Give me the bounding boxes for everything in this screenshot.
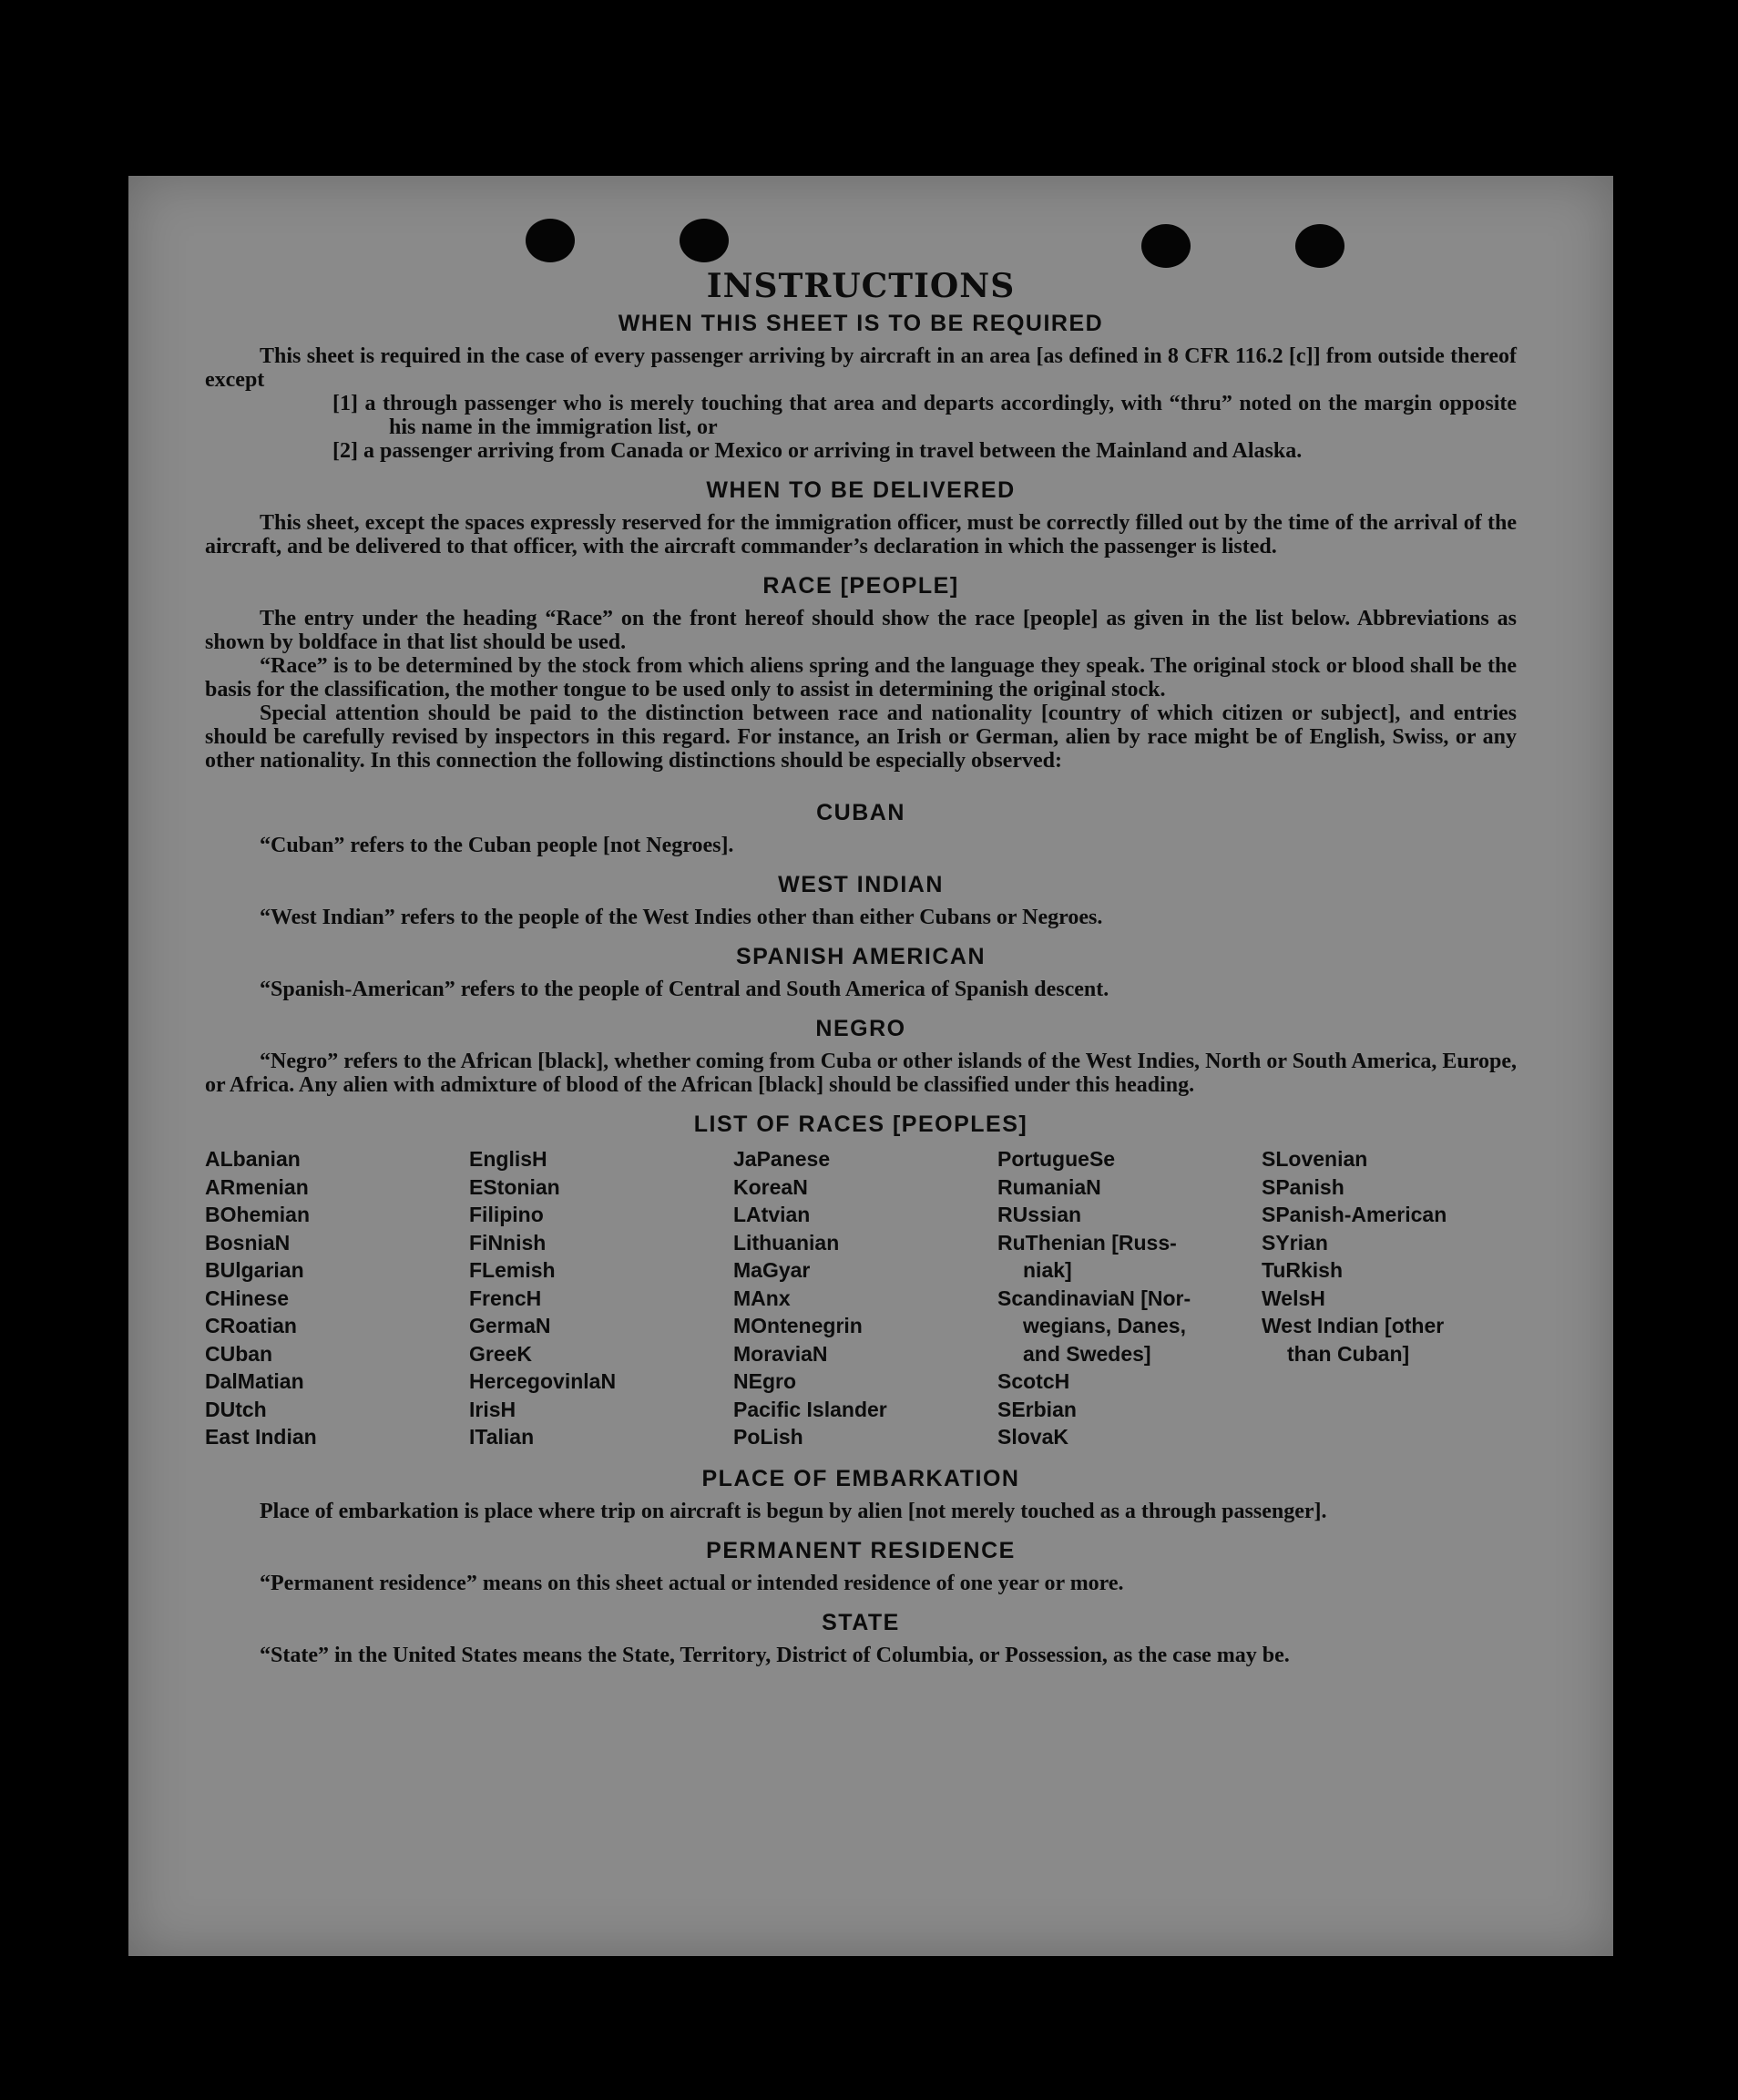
heading-list-of-races: LIST OF RACES [PEOPLES] bbox=[693, 1111, 1028, 1137]
punch-hole bbox=[680, 219, 729, 262]
race-item: LAtvian bbox=[733, 1203, 811, 1226]
race-item: SPanish bbox=[1262, 1174, 1344, 1199]
exception-2: [2] a passenger arriving from Canada or Mexico or arriving in travel between the Mainland and Alaska. bbox=[332, 439, 1303, 463]
race-item: RuThenian [Russ- bbox=[997, 1230, 1177, 1255]
race-item: BosniaN bbox=[205, 1230, 291, 1255]
heading-negro: NEGRO bbox=[815, 1016, 906, 1041]
race-item: JaPanese bbox=[733, 1147, 831, 1171]
permanent-residence-text: “Permanent residence” means on this sheet actual or intended residence of one year or more. bbox=[260, 1571, 1124, 1595]
heading-when-delivered: WHEN TO BE DELIVERED bbox=[706, 477, 1016, 503]
race-item: BUlgarian bbox=[205, 1258, 304, 1282]
race-item: KoreaN bbox=[733, 1174, 808, 1199]
race-list bbox=[205, 1145, 1517, 1451]
race-item: PortugueSe bbox=[997, 1147, 1116, 1171]
race-item: East Indian bbox=[205, 1425, 317, 1449]
race-item: SlovaK bbox=[997, 1425, 1068, 1449]
heading-permanent-residence: PERMANENT RESIDENCE bbox=[706, 1537, 1016, 1563]
race-item: MOntenegrin bbox=[733, 1314, 863, 1337]
heading-when-required: WHEN THIS SHEET IS TO BE REQUIRED bbox=[618, 311, 1104, 336]
race-column bbox=[469, 1145, 733, 1451]
race-item: FLemish bbox=[469, 1258, 556, 1282]
race-item: ARmenian bbox=[205, 1174, 309, 1199]
heading-west-indian: WEST INDIAN bbox=[778, 872, 944, 897]
instructions-content bbox=[205, 267, 1517, 1667]
race-item: and Swedes] bbox=[1023, 1341, 1151, 1366]
race-item: DalMatian bbox=[205, 1369, 304, 1393]
heading-place-of-embarkation: PLACE OF EMBARKATION bbox=[701, 1465, 1020, 1491]
race-item: EStonian bbox=[469, 1174, 560, 1199]
race-item: CUban bbox=[205, 1341, 273, 1366]
punch-hole bbox=[1141, 224, 1191, 268]
heading-state: STATE bbox=[822, 1609, 900, 1635]
spanish-american-text: “Spanish-American” refers to the people of Central and South America of Spanish descent. bbox=[260, 978, 1109, 1001]
race-item: EnglisH bbox=[469, 1147, 547, 1171]
race-column bbox=[997, 1145, 1262, 1451]
race-item: SYrian bbox=[1262, 1230, 1328, 1255]
race-item: MoraviaN bbox=[733, 1341, 828, 1366]
race-item: niak] bbox=[1023, 1258, 1072, 1282]
race-item: GreeK bbox=[469, 1341, 533, 1366]
punch-hole bbox=[1295, 224, 1344, 268]
race-item: Lithuanian bbox=[733, 1230, 840, 1255]
heading-cuban: CUBAN bbox=[816, 800, 905, 825]
page-title: INSTRUCTIONS bbox=[706, 267, 1016, 305]
race-item: MAnx bbox=[733, 1286, 791, 1310]
west-indian-text: “West Indian” refers to the people of the West Indies other than either Cubans or Negroes. bbox=[260, 906, 1103, 929]
race-column bbox=[1262, 1145, 1526, 1451]
race-item: GermaN bbox=[469, 1314, 551, 1337]
race-item: Filipino bbox=[469, 1203, 544, 1226]
race-item: Pacific Islander bbox=[733, 1397, 887, 1421]
race-item: West Indian [other bbox=[1262, 1314, 1445, 1337]
race-item: RumaniaN bbox=[997, 1174, 1101, 1199]
race-item: RUssian bbox=[997, 1203, 1082, 1226]
race-item: ALbanian bbox=[205, 1147, 301, 1171]
exception-1: [1] a through passenger who is merely touching that area and departs accordingly, with “thru” noted on the margin opposite his name in the immigration list, or bbox=[332, 392, 1517, 439]
race-item: MaGyar bbox=[733, 1258, 811, 1282]
race-item: ITalian bbox=[469, 1425, 535, 1449]
race-paragraph: The entry under the heading “Race” on the front hereof should show the race [people] as given in the list below. Abbreviations as shown by boldface in that list should be used. bbox=[205, 607, 1517, 654]
race-item: PoLish bbox=[733, 1425, 803, 1449]
race-item: SLovenian bbox=[1262, 1147, 1368, 1171]
place-of-embarkation-text: Place of embarkation is place where trip on aircraft is begun by alien [not merely touched as a through passenger]. bbox=[260, 1499, 1327, 1523]
race-item: CRoatian bbox=[205, 1314, 297, 1337]
race-item: HercegovinlaN bbox=[469, 1369, 617, 1393]
heading-spanish-american: SPANISH AMERICAN bbox=[735, 944, 986, 969]
heading-race: RACE [PEOPLE] bbox=[762, 573, 959, 599]
cuban-text: “Cuban” refers to the Cuban people [not Negroes]. bbox=[260, 834, 734, 857]
race-item: ScotcH bbox=[997, 1369, 1070, 1393]
race-item: FiNnish bbox=[469, 1230, 547, 1255]
race-item: IrisH bbox=[469, 1397, 516, 1421]
race-column bbox=[733, 1145, 997, 1451]
when-required-text: This sheet is required in the case of every passenger arriving by aircraft in an area [as defined in 8 CFR 116.2 [c]] from outside thereof except bbox=[205, 344, 1517, 392]
race-column bbox=[205, 1145, 469, 1451]
race-item: than Cuban] bbox=[1287, 1341, 1410, 1366]
race-item: NEgro bbox=[733, 1369, 796, 1393]
negro-text: “Negro” refers to the African [black], whether coming from Cuba or other islands of the West Indies, North or South America, Europe, or Africa. Any alien with admixture of blood of the African [black] should be classified under this heading. bbox=[205, 1050, 1517, 1097]
race-item: BOhemian bbox=[205, 1203, 311, 1226]
race-paragraph: “Race” is to be determined by the stock from which aliens spring and the language they speak. The original stock or blood shall be the basis for the classification, the mother tongue to be used only to assist in determining the original stock. bbox=[205, 654, 1517, 702]
race-item: DUtch bbox=[205, 1397, 267, 1421]
race-item: ScandinaviaN [Nor- bbox=[997, 1286, 1191, 1310]
race-item: WelsH bbox=[1262, 1286, 1325, 1310]
punch-hole bbox=[526, 219, 575, 262]
race-item: SErbian bbox=[997, 1397, 1077, 1421]
race-item: wegians, Danes, bbox=[1023, 1314, 1186, 1337]
race-item: CHinese bbox=[205, 1286, 290, 1310]
race-item: SPanish-American bbox=[1262, 1203, 1447, 1226]
when-delivered-text: This sheet, except the spaces expressly reserved for the immigration officer, must be correctly filled out by the time of the arrival of the aircraft, and be delivered to that officer, with the aircraft commander’s declaration in which the passenger is listed. bbox=[205, 511, 1517, 558]
race-paragraph: Special attention should be paid to the distinction between race and nationality [country of which citizen or subject], and entries should be carefully revised by inspectors in this regard. For instance, an Irish or German, alien by race might be of English, Swiss, or any other nationality. In this connection the following distinctions should be especially observed: bbox=[205, 702, 1517, 773]
state-text: “State” in the United States means the State, Territory, District of Columbia, or Possession, as the case may be. bbox=[260, 1643, 1290, 1667]
race-item: TuRkish bbox=[1262, 1258, 1344, 1282]
race-item: FrencH bbox=[469, 1286, 542, 1310]
document-sheet bbox=[128, 176, 1613, 1956]
